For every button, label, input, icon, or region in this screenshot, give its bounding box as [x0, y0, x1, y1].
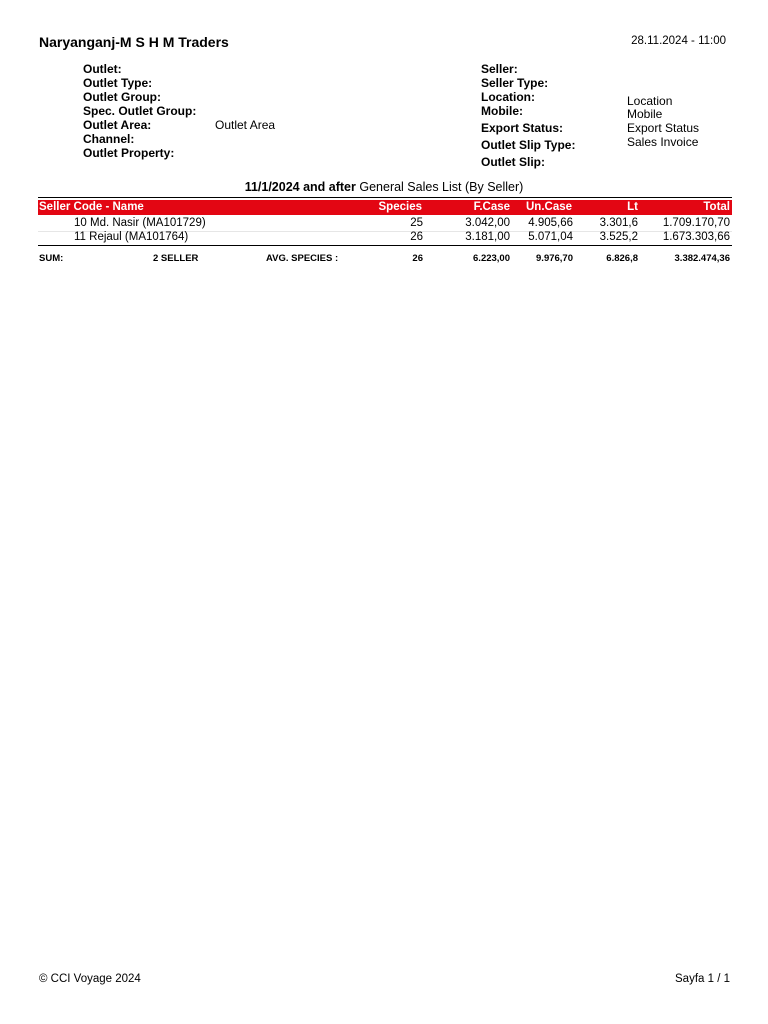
col-header-lt: Lt: [627, 201, 638, 213]
col-header-fcase: F.Case: [473, 201, 510, 213]
summary-species: 26: [412, 253, 423, 264]
row-uncase: 5.071,04: [528, 231, 573, 243]
summary-uncase: 9.976,70: [536, 253, 573, 264]
report-title-date: 11/1/2024 and after: [244, 180, 356, 194]
filter-label-export-status: Export Status:: [481, 121, 564, 135]
col-header-species: Species: [378, 201, 422, 213]
row-uncase: 4.905,66: [528, 217, 573, 229]
filter-label-outlet-group: Outlet Group:: [83, 90, 161, 104]
table-top-rule: [38, 197, 732, 198]
company-name: Naryanganj-M S H M Traders: [39, 34, 229, 50]
filter-value-location: Location: [627, 94, 673, 108]
table-header: [38, 200, 732, 215]
footer-copyright: © CCI Voyage 2024: [39, 973, 141, 985]
filter-label-location: Location:: [481, 90, 535, 104]
filter-label-outlet-area: Outlet Area:: [83, 118, 152, 132]
col-header-seller: Seller Code - Name: [39, 201, 144, 213]
row-seller-name: 11 Rejaul (MA101764): [74, 231, 189, 243]
filter-label-outlet-slip-type: Outlet Slip Type:: [481, 138, 576, 152]
summary-seller-count: 2 SELLER: [153, 253, 199, 264]
filter-label-outlet-property: Outlet Property:: [83, 146, 175, 160]
filter-label-mobile: Mobile:: [481, 104, 523, 118]
filter-label-outlet-slip: Outlet Slip:: [481, 155, 545, 169]
summary-avg-label: AVG. SPECIES :: [266, 253, 339, 264]
filter-value-export-status: Export Status: [627, 121, 700, 135]
report-datetime: 28.11.2024 - 11:00: [631, 35, 726, 47]
row-species: 26: [410, 231, 423, 243]
row-fcase: 3.181,00: [465, 231, 510, 243]
filter-label-channel: Channel:: [83, 132, 135, 146]
filter-value-mobile: Mobile: [627, 107, 663, 121]
filter-label-outlet: Outlet:: [83, 62, 122, 76]
report-title-name: General Sales List (By Seller): [359, 180, 524, 194]
summary-lt: 6.826,8: [606, 253, 638, 264]
footer-page-number: Sayfa 1 / 1: [675, 973, 730, 985]
row-lt: 3.525,2: [599, 231, 638, 243]
summary-label: SUM:: [39, 253, 64, 264]
summary-row: [38, 253, 732, 265]
row-fcase: 3.042,00: [465, 217, 510, 229]
table-row: [38, 231, 732, 245]
summary-fcase: 6.223,00: [473, 253, 510, 264]
col-header-uncase: Un.Case: [526, 201, 573, 213]
row-species: 25: [410, 217, 423, 229]
table-row: [38, 217, 732, 231]
filter-label-outlet-type: Outlet Type:: [83, 76, 153, 90]
report-title: [0, 180, 768, 194]
filter-label-seller-type: Seller Type:: [481, 76, 549, 90]
row-lt: 3.301,6: [599, 217, 638, 229]
summary-total: 3.382.474,36: [674, 253, 730, 264]
row-seller-name: 10 Md. Nasir (MA101729): [74, 217, 206, 229]
filter-value-outlet-area: Outlet Area: [215, 118, 276, 132]
row-total: 1.673.303,66: [662, 231, 730, 243]
filter-value-outlet-slip-type: Sales Invoice: [627, 135, 699, 149]
col-header-total: Total: [703, 201, 730, 213]
filter-label-spec-outlet-group: Spec. Outlet Group:: [83, 104, 197, 118]
table-bottom-rule: [38, 245, 732, 246]
row-total: 1.709.170,70: [662, 217, 730, 229]
filter-label-seller: Seller:: [481, 62, 518, 76]
